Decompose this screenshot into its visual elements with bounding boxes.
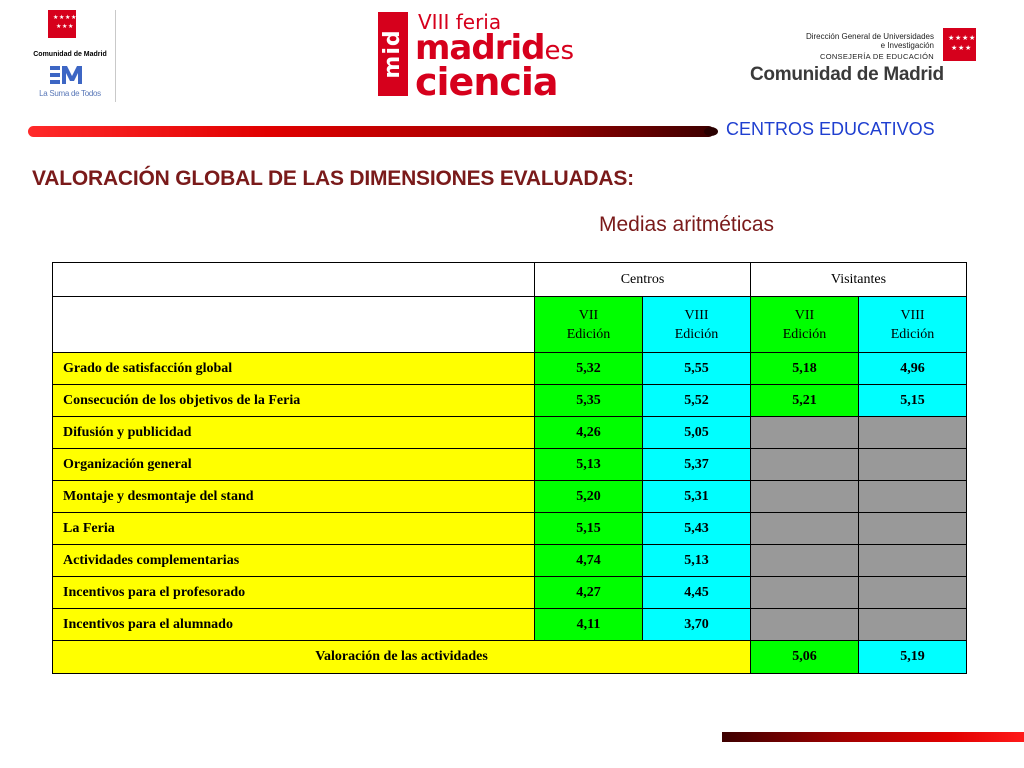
comunidad-madrid-logo-right xyxy=(746,26,978,88)
empty-cell xyxy=(859,449,967,481)
value-cell: 5,05 xyxy=(643,417,751,449)
edition-header xyxy=(643,297,751,353)
value-cell: 5,37 xyxy=(643,449,751,481)
group-header-centros: Centros xyxy=(535,263,751,297)
madrid-flag-icon: ★ ★ ★ ★ ★ ★ ★ xyxy=(48,10,76,38)
table-group-header-row xyxy=(53,263,967,297)
table-row xyxy=(53,449,967,481)
empty-cell xyxy=(859,609,967,641)
value-cell: 5,35 xyxy=(535,385,643,417)
value-cell: 4,11 xyxy=(535,609,643,641)
row-label: Difusión y publicidad xyxy=(53,417,535,449)
value-cell: 4,27 xyxy=(535,577,643,609)
right-logo-line1: Dirección General de Universidades xyxy=(805,32,934,41)
empty-cell xyxy=(751,545,859,577)
right-logo-line3: CONSEJERÍA DE EDUCACIÓN xyxy=(819,52,934,61)
value-cell: 5,21 xyxy=(751,385,859,417)
value-cell: 5,13 xyxy=(643,545,751,577)
row-label: Organización general xyxy=(53,449,535,481)
table-row xyxy=(53,385,967,417)
value-cell: 5,15 xyxy=(535,513,643,545)
value-cell: 5,31 xyxy=(643,481,751,513)
feria-es-text: es xyxy=(544,36,575,66)
group-header-visitantes: Visitantes xyxy=(751,263,967,297)
value-cell: 5,15 xyxy=(859,385,967,417)
footer-label: Valoración de las actividades xyxy=(53,641,751,674)
feria-madrid-ciencia-logo xyxy=(378,10,575,104)
empty-cell xyxy=(859,513,967,545)
footer-value-cell: 5,06 xyxy=(751,641,859,674)
table-row xyxy=(53,577,967,609)
feria-edition-text: VIII feria xyxy=(418,10,502,34)
comunidad-madrid-logo-left xyxy=(22,10,122,102)
row-label: La Feria xyxy=(53,513,535,545)
edition-number: VII xyxy=(794,307,815,323)
table-row xyxy=(53,609,967,641)
row-label: Incentivos para el profesorado xyxy=(53,577,535,609)
table-row xyxy=(53,513,967,545)
value-cell: 5,20 xyxy=(535,481,643,513)
edition-header xyxy=(535,297,643,353)
value-cell: 4,45 xyxy=(643,577,751,609)
edition-header xyxy=(751,297,859,353)
feria-madrid-text: madrid xyxy=(415,28,545,68)
header-rule-end xyxy=(704,127,718,136)
value-cell: 4,26 xyxy=(535,417,643,449)
empty-cell xyxy=(751,449,859,481)
ratings-table xyxy=(52,262,967,674)
empty-cell xyxy=(751,513,859,545)
empty-cell xyxy=(859,481,967,513)
row-label: Actividades complementarias xyxy=(53,545,535,577)
edition-number: VII xyxy=(578,307,599,323)
empty-cell xyxy=(751,609,859,641)
value-cell: 5,55 xyxy=(643,353,751,385)
table-row xyxy=(53,545,967,577)
row-label: Montaje y desmontaje del stand xyxy=(53,481,535,513)
header-red-rule xyxy=(28,126,714,137)
page-title: VALORACIÓN GLOBAL DE LAS DIMENSIONES EVALUADAS: xyxy=(32,167,634,190)
empty-cell xyxy=(859,417,967,449)
mid-vertical-mark xyxy=(378,12,408,96)
logo-divider xyxy=(115,10,116,102)
table-corner-cell xyxy=(53,263,535,297)
section-label: CENTROS EDUCATIVOS xyxy=(726,119,935,139)
table-row xyxy=(53,481,967,513)
empty-cell xyxy=(751,577,859,609)
table-edition-header-row xyxy=(53,297,967,353)
edition-word: Edición xyxy=(782,326,827,342)
left-logo-tagline: La Suma de Todos xyxy=(39,89,101,98)
footer-red-rule xyxy=(722,732,1024,742)
mid-vertical-text: mid xyxy=(380,29,405,79)
value-cell: 5,52 xyxy=(643,385,751,417)
right-logo-line2: e Investigación xyxy=(880,41,934,50)
value-cell: 5,43 xyxy=(643,513,751,545)
value-cell: 5,32 xyxy=(535,353,643,385)
left-logo-name: Comunidad de Madrid xyxy=(33,51,107,58)
edition-number: VIII xyxy=(900,307,925,323)
value-cell: 4,74 xyxy=(535,545,643,577)
edition-word: Edición xyxy=(566,326,611,342)
empty-cell xyxy=(751,417,859,449)
em-logo-icon xyxy=(48,64,88,86)
value-cell: 5,18 xyxy=(751,353,859,385)
empty-cell xyxy=(859,577,967,609)
edition-header xyxy=(859,297,967,353)
edition-word: Edición xyxy=(674,326,719,342)
madrid-flag-icon: ★ ★ ★ ★ ★ ★ ★ xyxy=(943,28,976,61)
feria-ciencia-text: ciencia xyxy=(415,60,558,104)
value-cell: 3,70 xyxy=(643,609,751,641)
empty-cell xyxy=(751,481,859,513)
footer-value-cell: 5,19 xyxy=(859,641,967,674)
row-label: Incentivos para el alumnado xyxy=(53,609,535,641)
table-corner-cell xyxy=(53,297,535,353)
table-footer-row xyxy=(53,641,967,674)
value-cell: 5,13 xyxy=(535,449,643,481)
edition-word: Edición xyxy=(890,326,935,342)
row-label: Consecución de los objetivos de la Feria xyxy=(53,385,535,417)
table-row xyxy=(53,417,967,449)
right-logo-name: Comunidad de Madrid xyxy=(750,64,944,85)
row-label: Grado de satisfacción global xyxy=(53,353,535,385)
empty-cell xyxy=(859,545,967,577)
edition-number: VIII xyxy=(684,307,709,323)
table-row xyxy=(53,353,967,385)
page-subtitle: Medias aritméticas xyxy=(599,213,775,236)
value-cell: 4,96 xyxy=(859,353,967,385)
